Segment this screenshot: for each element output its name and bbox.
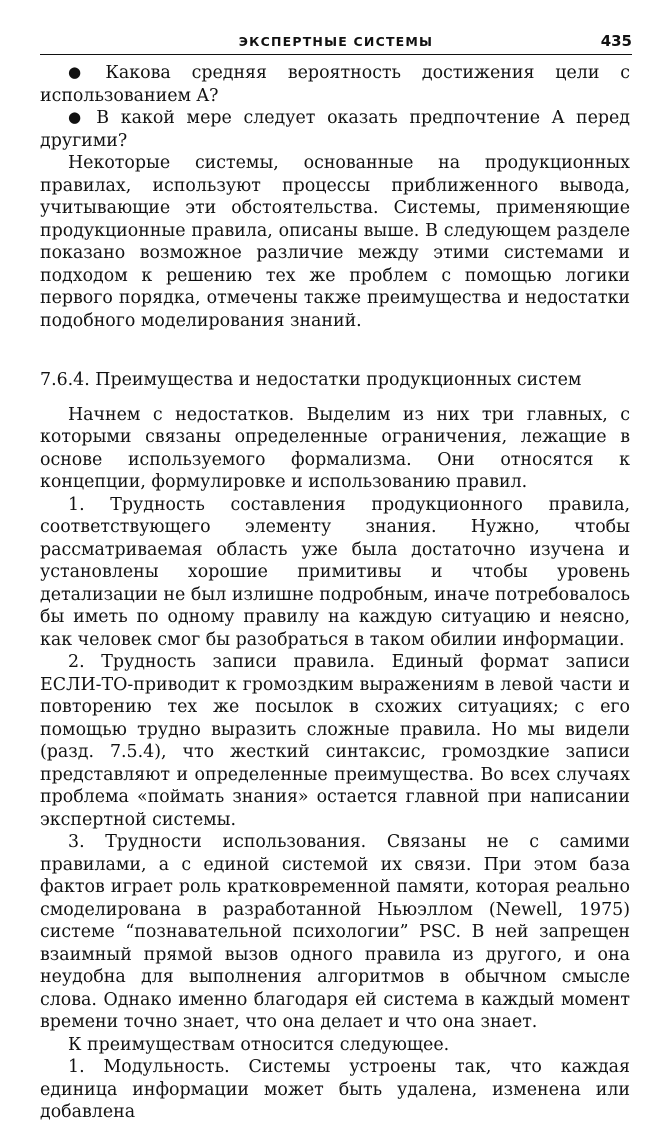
running-title: ЭКСПЕРТНЫЕ СИСТЕМЫ [238, 34, 434, 49]
paragraph-intro: Некоторые системы, основанные на продукционных правилах, используют процессы приближенного вывода, учитывающие эти обстоятельства. Системы, применяющие продукционные правила, описаны выше. В следующем разделе показано возможное различие между этими системами и подходом к решению тех же проблем с помощью логики первого порядка, отмечены также преимущества и недостатки подобного моделирования знаний. [40, 153, 630, 331]
bullet-question-2: ● В какой мере следует оказать предпочтение A перед другими? [40, 107, 630, 152]
paragraph-item-1: 1. Трудность составления продукционного правила, соответствующего элементу знания. Нужно, чтобы рассматриваемая область уже была достаточно изучена и установлены хорошие примитивы и чтобы уровень детализации не был излишне подробным, иначе потребовалось бы иметь по одному правилу на каждую ситуацию и неясно, как человек смог бы разобраться в таком обилии информации. [40, 494, 630, 650]
paragraph-disadvantages: Начнем с недостатков. Выделим из них три главных, с которыми связаны определенные ограничения, лежащие в основе используемого формализма. Они относятся к концепции, формулировке и использованию правил. [40, 404, 630, 492]
paragraph-modularity: 1. Модульность. Системы устроены так, что каждая единица информации может быть удалена, изменена или добавлена [40, 1057, 630, 1122]
page-number: 435 [600, 32, 632, 50]
page-header [40, 30, 632, 55]
paragraph-advantages: К преимуществам относится следующее. [68, 1034, 450, 1055]
section-heading: 7.6.4. Преимущества и недостатки продукционных систем [40, 370, 582, 390]
paragraph-item-2: 2. Трудность записи правила. Единый формат записи ЕСЛИ-ТО-приводит к громоздким выражениям в левой части и повторению тех же посылок в схожих ситуациях; с его помощью трудно выразить сложные правила. Но мы видели (разд. 7.5.4), что жесткий синтаксис, громоздкие записи представляют и определенные преимущества. Во всех случаях проблема «поймать знания» остается главной при написании экспертной системы. [40, 652, 630, 830]
paragraph-item-3: 3. Трудности использования. Связаны не с самими правилами, а с единой системой их связи. При этом база фактов играет роль кратковременной памяти, которая реально смоделирована в разработанной Ньюэллом (Newell, 1975) системе “познавательной психологии” PSC. В ней запрещен взаимный прямой вызов одного правила из другого, и она неудобна для выполнения алгоритмов в обычном смысле слова. Однако именно благодаря ей система в каждый момент времени точно знает, что она делает и что она знает. [40, 832, 630, 1032]
page-body [40, 62, 630, 1124]
bullet-question-1: ● Какова средняя вероятность достижения цели с использованием A? [40, 62, 630, 107]
